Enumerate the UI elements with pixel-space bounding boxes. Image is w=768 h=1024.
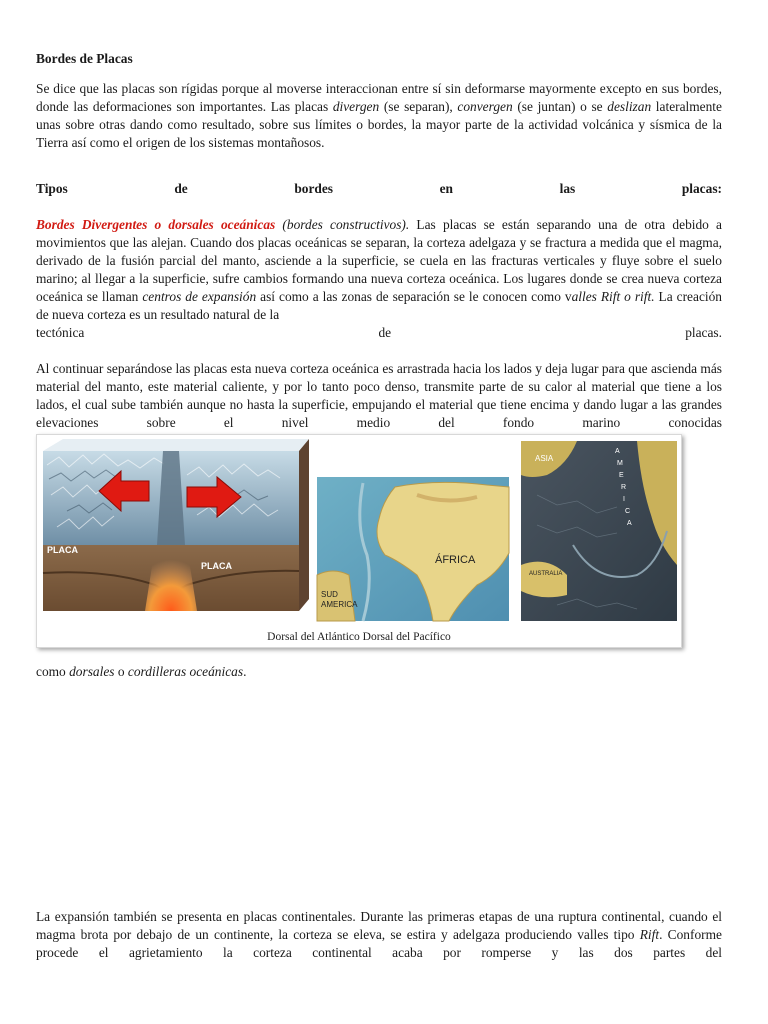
svg-text:A: A (615, 448, 620, 455)
block-side-face (299, 439, 309, 611)
last-line-word: de (378, 325, 392, 340)
divergent-title: Bordes Divergentes o dorsales oceánicas (36, 217, 276, 232)
types-heading (36, 180, 722, 198)
last-line-word: tectónica (36, 325, 85, 340)
p3-text-2: . Conforme procede el agrietamiento la corteza continental acaba por romperse y las dos partes del (36, 927, 722, 960)
types-word: placas: (681, 181, 722, 196)
last-line-word: placas. (685, 325, 722, 340)
svg-text:I: I (623, 496, 625, 503)
divergent-subtitle: (bordes constructivos). (275, 217, 410, 232)
term-convergen: convergen (457, 99, 513, 114)
ridge-figure (36, 434, 682, 648)
plate-label-right: PLACA (201, 561, 232, 571)
intro-text-3: (se juntan) o se (512, 99, 608, 114)
plate-block-diagram (43, 439, 309, 611)
figure-illustrations (37, 435, 681, 647)
term-deslizan: deslizan (607, 99, 652, 114)
plate-label-left: PLACA (47, 545, 78, 555)
after-text-3: . (243, 664, 247, 679)
intro-text-4: lateralmente unas sobre otras dando como resultado, sobre sus límites o bordes, la mayor parte de la actividad volcánica y sísmica de la Tierra así como el origen de los sistemas montañosos. (36, 99, 722, 150)
figure-caption: Dorsal del Atlántico Dorsal del Pacífico (267, 631, 451, 643)
divergent-text-3: La creación de nueva corteza es un resultado natural de la (36, 289, 722, 322)
svg-text:C: C (625, 508, 631, 515)
term-centros: centros de expansión (142, 289, 257, 304)
divergent-last-line (36, 324, 722, 342)
after-figure-line (36, 663, 722, 681)
after-text-1: como (36, 664, 70, 679)
pacific-ridge-map (521, 441, 677, 621)
svg-text:M: M (617, 460, 623, 467)
types-word: bordes (294, 181, 334, 196)
term-divergen: divergen (332, 99, 380, 114)
second-paragraph: Al continuar separándose las placas esta nueva corteza oceánica es arrastrada hacia los lados y deja lugar para que ascienda más material del manto, este material caliente, y por lo tanto poco denso, transmite parte de su calor al material que tiene a los lados, el cual sube también aunque no hasta la superficie, empujando el material que tiene encima y dando lugar a las grandes elevaciones sobre el nivel medio del fondo marino conocidas (36, 361, 722, 430)
divergent-paragraph (36, 216, 722, 324)
types-word: en (439, 181, 454, 196)
types-word: de (174, 181, 188, 196)
term-cordilleras: cordilleras oceánicas (127, 664, 244, 679)
asia-label: ASIA (535, 454, 554, 463)
term-dorsales: dorsales (69, 664, 115, 679)
intro-text-2: (se separan), (379, 99, 458, 114)
svg-text:A: A (627, 520, 632, 527)
divergent-text-2: así como a las zonas de separación se le conocen como v (256, 289, 572, 304)
africa-label: ÁFRICA (435, 554, 476, 566)
intro-paragraph (36, 80, 722, 152)
australia-label: AUSTRALIA (529, 571, 563, 577)
atlantic-ridge-map (317, 477, 509, 621)
after-text-2: o (114, 664, 128, 679)
svg-text:R: R (621, 484, 627, 491)
intro-text-1: Se dice que las placas son rígidas porque al moverse interaccionan entre sí sin deformarse mayormente excepto en sus bordes, donde las deformaciones son importantes. Las placas (36, 81, 722, 114)
block-top-edge (43, 439, 309, 451)
section-heading: Bordes de Placas (36, 51, 133, 66)
divergent-text-1: Las placas se están separando una de otra debido a movimientos que las alejan. Cuando dos placas oceánicas se separan, la corteza adelgaza y se fractura a medida que el magma, derivado de la fusión parcial del manto, asciende a la superficie, se cuela en las fracturas verticales y fluye sobre el suelo marino; al llegar a la superficie, sufre cambios formando una nueva corteza oceánica. Los lugares donde se crea nueva corteza oceánica se llaman (36, 217, 722, 304)
america-label: AMERICA (321, 600, 358, 609)
third-paragraph (36, 908, 722, 962)
types-word: las (559, 181, 576, 196)
types-word: Tipos (36, 181, 68, 196)
sud-label: SUD (321, 590, 338, 599)
svg-text:E: E (619, 472, 624, 479)
term-valles-rift: alles Rift o rift. (571, 289, 655, 304)
term-rift: Rift (639, 927, 660, 942)
p3-text-1: La expansión también se presenta en placas continentales. Durante las primeras etapas de una ruptura continental, cuando el magma brota por debajo de un continente, la corteza se eleva, se estira y adelgaza produciendo valles tipo (36, 909, 722, 942)
